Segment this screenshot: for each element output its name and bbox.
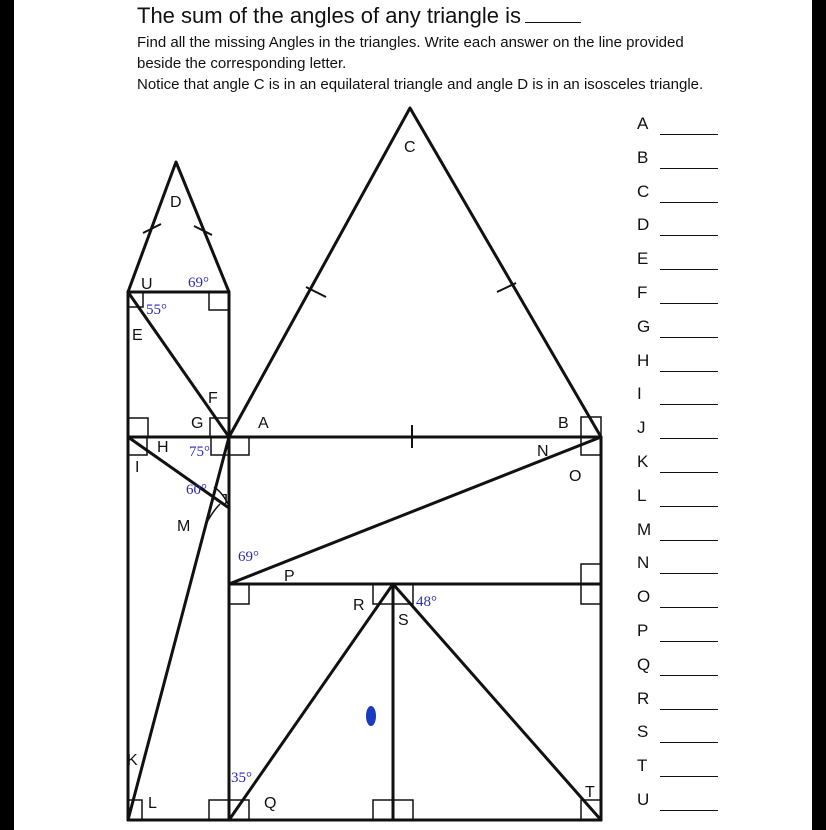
label-a: A <box>258 415 269 432</box>
answer-blank[interactable] <box>660 235 718 236</box>
label-k: K <box>127 752 138 769</box>
answer-row <box>633 722 725 756</box>
answer-row <box>633 553 725 587</box>
instruction-line-2: Notice that angle C is in an equilateral triangle and angle D is in an isosceles triangle. <box>137 76 704 93</box>
answer-row <box>633 486 725 520</box>
label-g: G <box>191 415 204 432</box>
answer-letter: I <box>637 384 642 404</box>
angle-69-top: 69° <box>188 275 209 291</box>
angle-48: 48° <box>416 594 437 610</box>
answer-row <box>633 756 725 790</box>
label-j: J <box>220 492 228 509</box>
answer-blank[interactable] <box>660 709 718 710</box>
answer-letter: B <box>637 147 649 167</box>
label-f: F <box>208 390 218 407</box>
answer-blank[interactable] <box>660 337 718 338</box>
answer-blank[interactable] <box>660 540 718 541</box>
answer-blank[interactable] <box>660 607 718 608</box>
label-u: U <box>141 276 153 293</box>
answer-letter: M <box>637 519 652 539</box>
triangle-c <box>229 108 601 437</box>
answer-letter: C <box>637 181 650 201</box>
label-l: L <box>148 795 157 812</box>
answer-letter: E <box>637 249 649 269</box>
answer-row <box>633 114 725 148</box>
label-m: M <box>177 518 191 535</box>
answer-blank[interactable] <box>660 269 718 270</box>
answer-blank[interactable] <box>660 641 718 642</box>
right-angle-a-below <box>229 437 249 455</box>
answer-list <box>633 114 725 824</box>
angle-60: 60° <box>186 482 207 498</box>
answer-letter: J <box>637 418 646 438</box>
diagonal-e-a <box>128 292 229 437</box>
answer-blank[interactable] <box>660 776 718 777</box>
answer-blank[interactable] <box>660 573 718 574</box>
label-c: C <box>404 139 416 156</box>
figure-lines <box>128 108 601 820</box>
label-n: N <box>537 443 549 460</box>
answer-row <box>633 317 725 351</box>
vertex-labels <box>127 139 595 812</box>
label-h: H <box>157 439 169 456</box>
answer-row <box>633 418 725 452</box>
instruction-line-1: Find all the missing Angles in the triangles. Write each answer on the line provided beside the corresponding letter. <box>137 34 684 72</box>
right-angle-bottom-mid-left <box>373 800 393 820</box>
answer-blank[interactable] <box>660 506 718 507</box>
answer-letter: S <box>637 722 649 742</box>
answer-blank[interactable] <box>660 810 718 811</box>
answer-row <box>633 689 725 723</box>
answer-row <box>633 587 725 621</box>
answer-blank[interactable] <box>660 404 718 405</box>
answer-letter: H <box>637 350 650 370</box>
label-p: P <box>284 568 295 585</box>
answer-blank[interactable] <box>660 202 718 203</box>
answer-letter: R <box>637 688 650 708</box>
right-angle-right-below <box>581 584 601 604</box>
answer-blank[interactable] <box>660 303 718 304</box>
answer-letter: A <box>637 114 649 133</box>
answer-letter: P <box>637 620 649 640</box>
angle-75: 75° <box>189 444 210 460</box>
angle-69-mid: 69° <box>238 549 259 565</box>
right-angle-right-above <box>581 564 601 584</box>
answer-blank[interactable] <box>660 134 718 135</box>
answer-letter: O <box>637 587 651 607</box>
answer-blank[interactable] <box>660 438 718 439</box>
answer-letter: N <box>637 553 650 573</box>
answer-letter: T <box>637 756 648 776</box>
diagonal-q-r <box>229 584 393 820</box>
answer-row <box>633 520 725 554</box>
answer-letter: D <box>637 215 650 235</box>
right-angle-p <box>229 584 249 604</box>
answer-blank[interactable] <box>660 371 718 372</box>
answer-letter: K <box>637 451 649 471</box>
answer-blank[interactable] <box>660 675 718 676</box>
label-i: I <box>135 459 140 476</box>
answer-blank[interactable] <box>660 168 718 169</box>
answer-row <box>633 384 725 418</box>
label-d: D <box>170 194 182 211</box>
answer-row <box>633 215 725 249</box>
blue-pen-mark <box>366 706 376 726</box>
label-b: B <box>558 415 569 432</box>
answer-row <box>633 351 725 385</box>
answer-letter: G <box>637 316 651 336</box>
answer-row <box>633 621 725 655</box>
label-q: Q <box>264 795 277 812</box>
answer-row <box>633 655 725 689</box>
label-e: E <box>132 327 143 344</box>
answer-row <box>633 790 725 824</box>
diagonal-s-t <box>393 584 601 820</box>
answer-row <box>633 452 725 486</box>
angle-35: 35° <box>231 770 252 786</box>
answer-letter: F <box>637 282 648 302</box>
answer-letter: L <box>637 485 647 505</box>
answer-row <box>633 249 725 283</box>
label-r: R <box>353 597 365 614</box>
triangle-d <box>128 162 229 292</box>
answer-letter: Q <box>637 654 651 674</box>
heading-text: The sum of the angles of any triangle is <box>137 3 521 28</box>
angle-55: 55° <box>146 302 167 318</box>
right-angle-bottom-mid-right <box>393 800 413 820</box>
answer-blank[interactable] <box>660 742 718 743</box>
label-o: O <box>569 468 582 485</box>
label-t: T <box>585 784 595 801</box>
right-angle-bottom-left <box>209 800 229 820</box>
answer-row <box>633 283 725 317</box>
label-s: S <box>398 612 409 629</box>
answer-blank[interactable] <box>660 472 718 473</box>
answer-row <box>633 182 725 216</box>
right-angle-left-a <box>128 418 148 437</box>
right-angle-top-right <box>209 292 229 310</box>
answer-row <box>633 148 725 182</box>
diagonal-a-l <box>128 437 229 820</box>
answer-letter: U <box>637 789 650 809</box>
